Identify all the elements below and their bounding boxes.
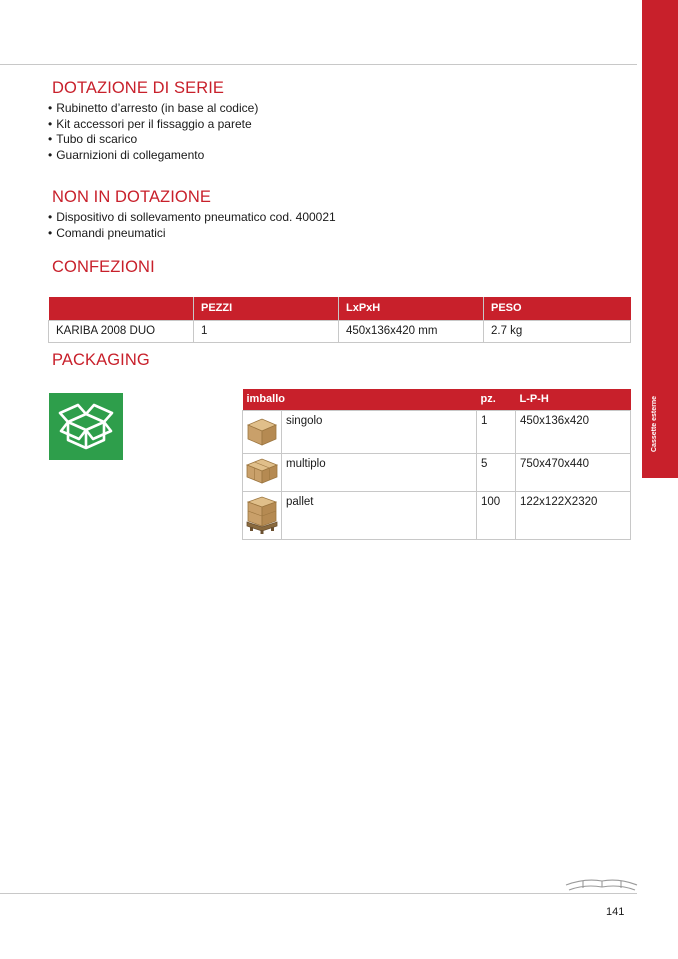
table-cell: pallet xyxy=(282,491,477,539)
top-divider xyxy=(0,64,637,65)
list-item: • Comandi pneumatici xyxy=(48,226,336,242)
table-row xyxy=(243,453,631,491)
list-item: • Tubo di scarico xyxy=(48,132,258,148)
table-cell: singolo xyxy=(282,410,477,453)
table-cell: 450x136x420 xyxy=(516,410,631,453)
table-header-row xyxy=(243,389,631,410)
section-title-dotazione: DOTAZIONE DI SERIE xyxy=(52,79,225,97)
list-item: • Guarnizioni di collegamento xyxy=(48,148,258,164)
list-dotazione xyxy=(48,101,258,163)
list-non-dotazione xyxy=(48,210,336,241)
section-title-packaging: PACKAGING xyxy=(52,351,150,369)
table-cell: multiplo xyxy=(282,453,477,491)
table-header: PESO xyxy=(484,297,631,320)
table-cell: 1 xyxy=(194,320,339,342)
list-item: • Rubinetto d’arresto (in base al codice) xyxy=(48,101,258,117)
list-item: • Kit accessori per il fissaggio a parete xyxy=(48,117,258,133)
confezioni-table xyxy=(48,297,631,343)
table-header-row xyxy=(49,297,631,320)
table-cell: 2.7 kg xyxy=(484,320,631,342)
single-box-icon xyxy=(243,410,282,453)
table-row xyxy=(243,410,631,453)
section-title-confezioni: CONFEZIONI xyxy=(52,258,155,276)
table-row xyxy=(49,320,631,342)
decorative-wave-icon xyxy=(565,876,639,894)
table-header: PEZZI xyxy=(194,297,339,320)
table-cell: 750x470x440 xyxy=(516,453,631,491)
table-cell: 450x136x420 mm xyxy=(339,320,484,342)
table-cell: 1 xyxy=(477,410,516,453)
table-cell: 100 xyxy=(477,491,516,539)
table-header: imballo xyxy=(243,389,477,410)
table-row xyxy=(243,491,631,539)
section-title-non-dotazione: NON IN DOTAZIONE xyxy=(52,188,211,206)
table-cell: 122x122X2320 xyxy=(516,491,631,539)
list-item: • Dispositivo di sollevamento pneumatico cod. 400021 xyxy=(48,210,336,226)
sidebar-tab-label xyxy=(651,434,658,452)
table-header: L-P-H xyxy=(516,389,631,410)
sidebar-tab xyxy=(642,0,678,478)
page-number: 141 xyxy=(606,906,625,918)
table-header xyxy=(49,297,194,320)
bottom-divider xyxy=(0,893,637,894)
table-header: pz. xyxy=(477,389,516,410)
package-box-icon xyxy=(49,393,123,460)
table-header: LxPxH xyxy=(339,297,484,320)
multiple-box-icon xyxy=(243,453,282,491)
table-cell: 5 xyxy=(477,453,516,491)
pallet-icon xyxy=(243,491,282,539)
packaging-table xyxy=(242,389,631,540)
table-cell: KARIBA 2008 DUO xyxy=(49,320,194,342)
